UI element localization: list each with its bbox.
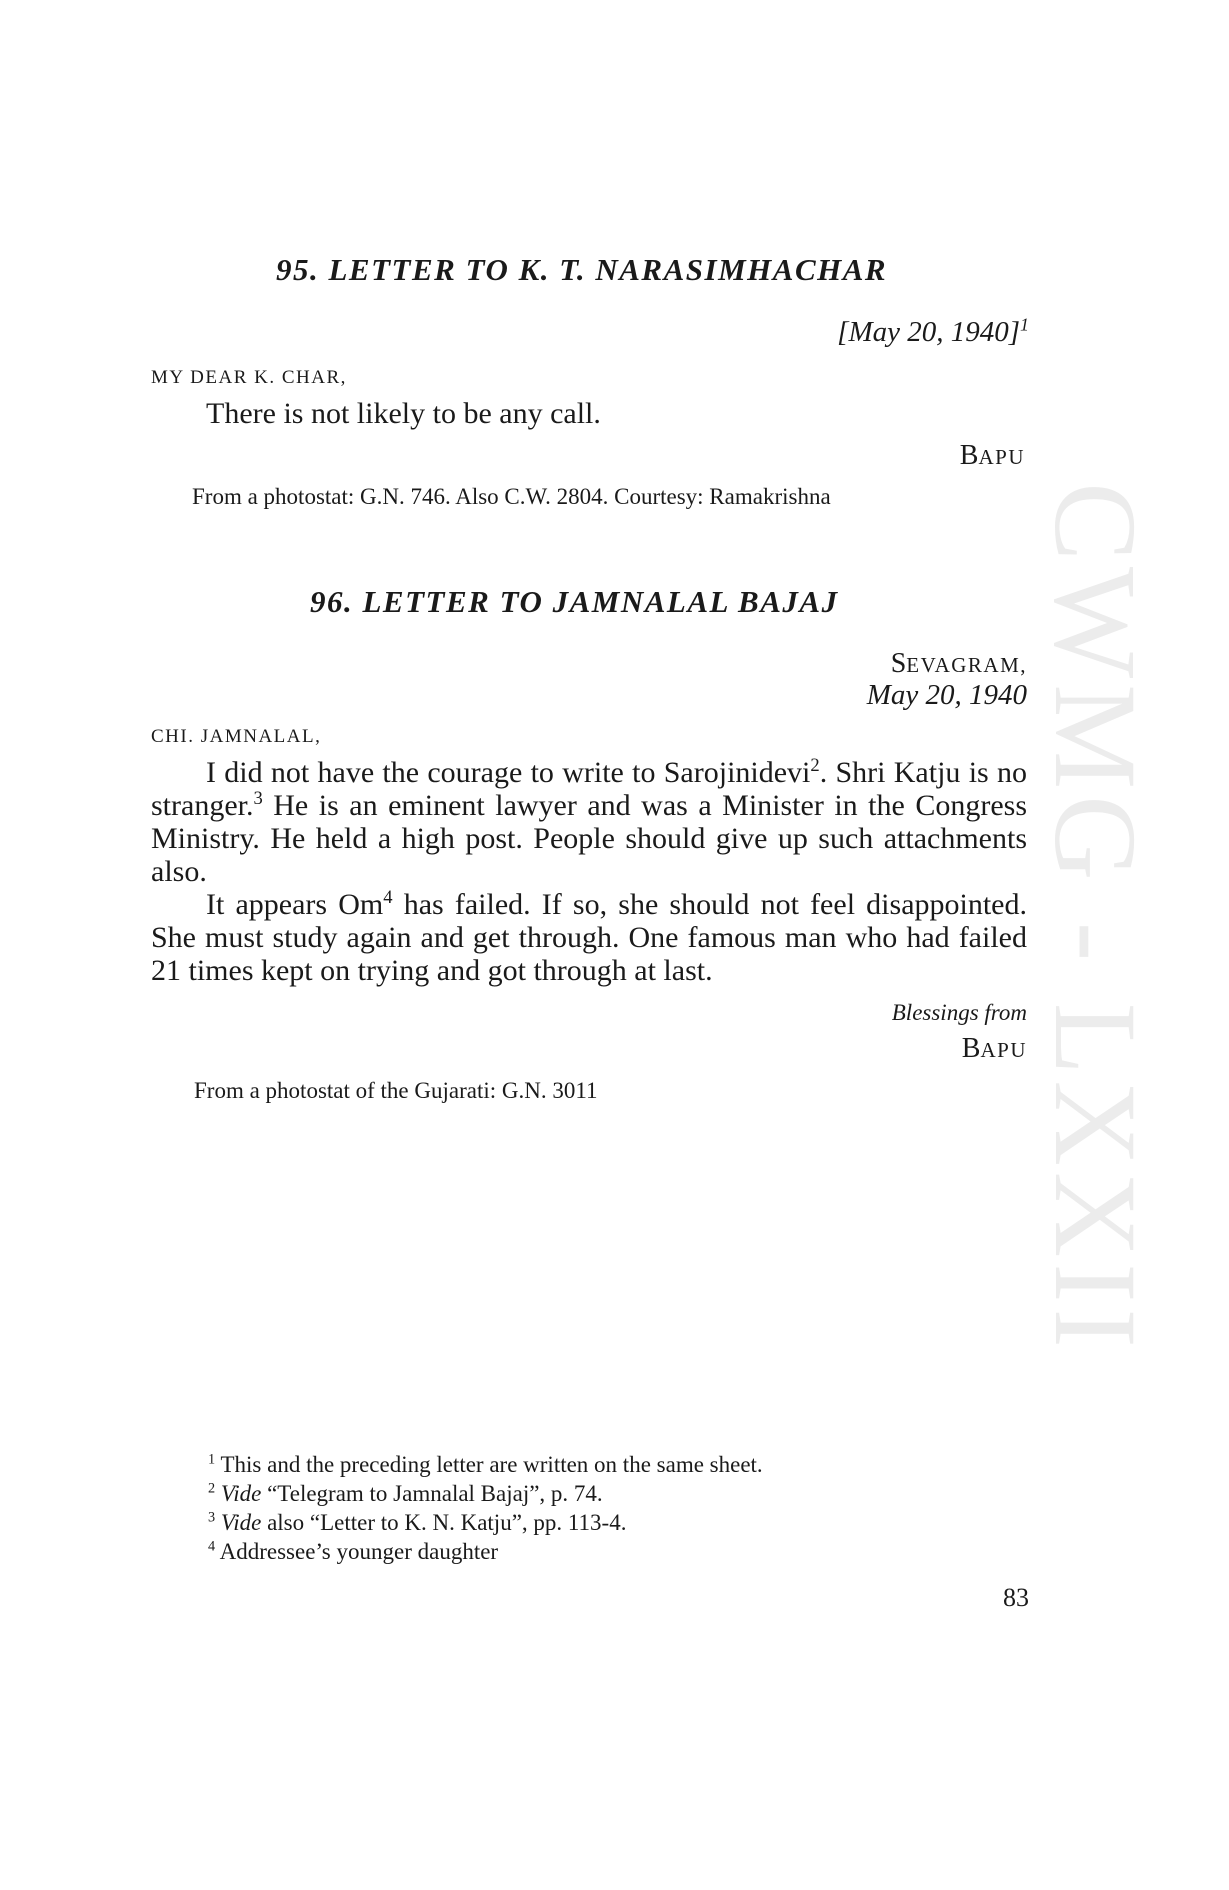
letter-95-signature: BAPU <box>959 440 1025 471</box>
letter-96-paragraph-1: I did not have the courage to write to Sarojinidevi$^2$. Shri Katju is no stranger.$^3$ He is an eminent lawyer and was a Minister in the Congress Ministry. He held a high post. People should give up such attachments also. <box>151 755 1027 888</box>
letter-96-signature: BAPU <box>961 1033 1027 1064</box>
letter-95-source: From a photostat: G.N. 746. Also C.W. 2804. Courtesy: Ramakrishna <box>192 484 831 509</box>
footnotes <box>208 1450 763 1566</box>
page-number: 83 <box>1003 1583 1029 1612</box>
footnote-4: $^4$ Addressee’s younger daughter <box>208 1538 499 1564</box>
letter-96-date: May 20, 1940 <box>866 679 1027 711</box>
letter-95-salutation: MY DEAR K. CHAR, <box>151 367 347 388</box>
footnote-1: $^1$ This and the preceding letter are written on the same sheet. <box>208 1451 763 1477</box>
letter-95-body: There is not likely to be any call. <box>206 397 601 430</box>
letter-96-place: SEVAGRAM, <box>890 648 1027 679</box>
letter-96-source: From a photostat of the Gujarati: G.N. 3011 <box>194 1078 598 1103</box>
footnote-2: $^2$ Vide “Telegram to Jamnalal Bajaj”, p. 74. <box>208 1480 603 1506</box>
letter-95-title: 95. LETTER TO K. T. NARASIMHACHAR <box>276 252 888 287</box>
letter-96-closing: Blessings from <box>891 1000 1027 1025</box>
letter-96-paragraph-2: It appears Om$^4$ has failed. If so, she should not feel disappointed. She must study again and get through. One famous man who had failed 21 times kept on trying and got through at last. <box>151 887 1027 987</box>
letter-96-body <box>151 756 1027 987</box>
letter-95-date: [May 20, 1940]$^1$ <box>837 314 1029 348</box>
watermark: CWMG - LXXII <box>1030 482 1161 1354</box>
footnote-3: $^3$ Vide also “Letter to K. N. Katju”, pp. 113-4. <box>208 1509 627 1535</box>
letter-96-salutation: CHI. JAMNALAL, <box>151 726 322 747</box>
letter-96-title: 96. LETTER TO JAMNALAL BAJAJ <box>310 584 839 619</box>
